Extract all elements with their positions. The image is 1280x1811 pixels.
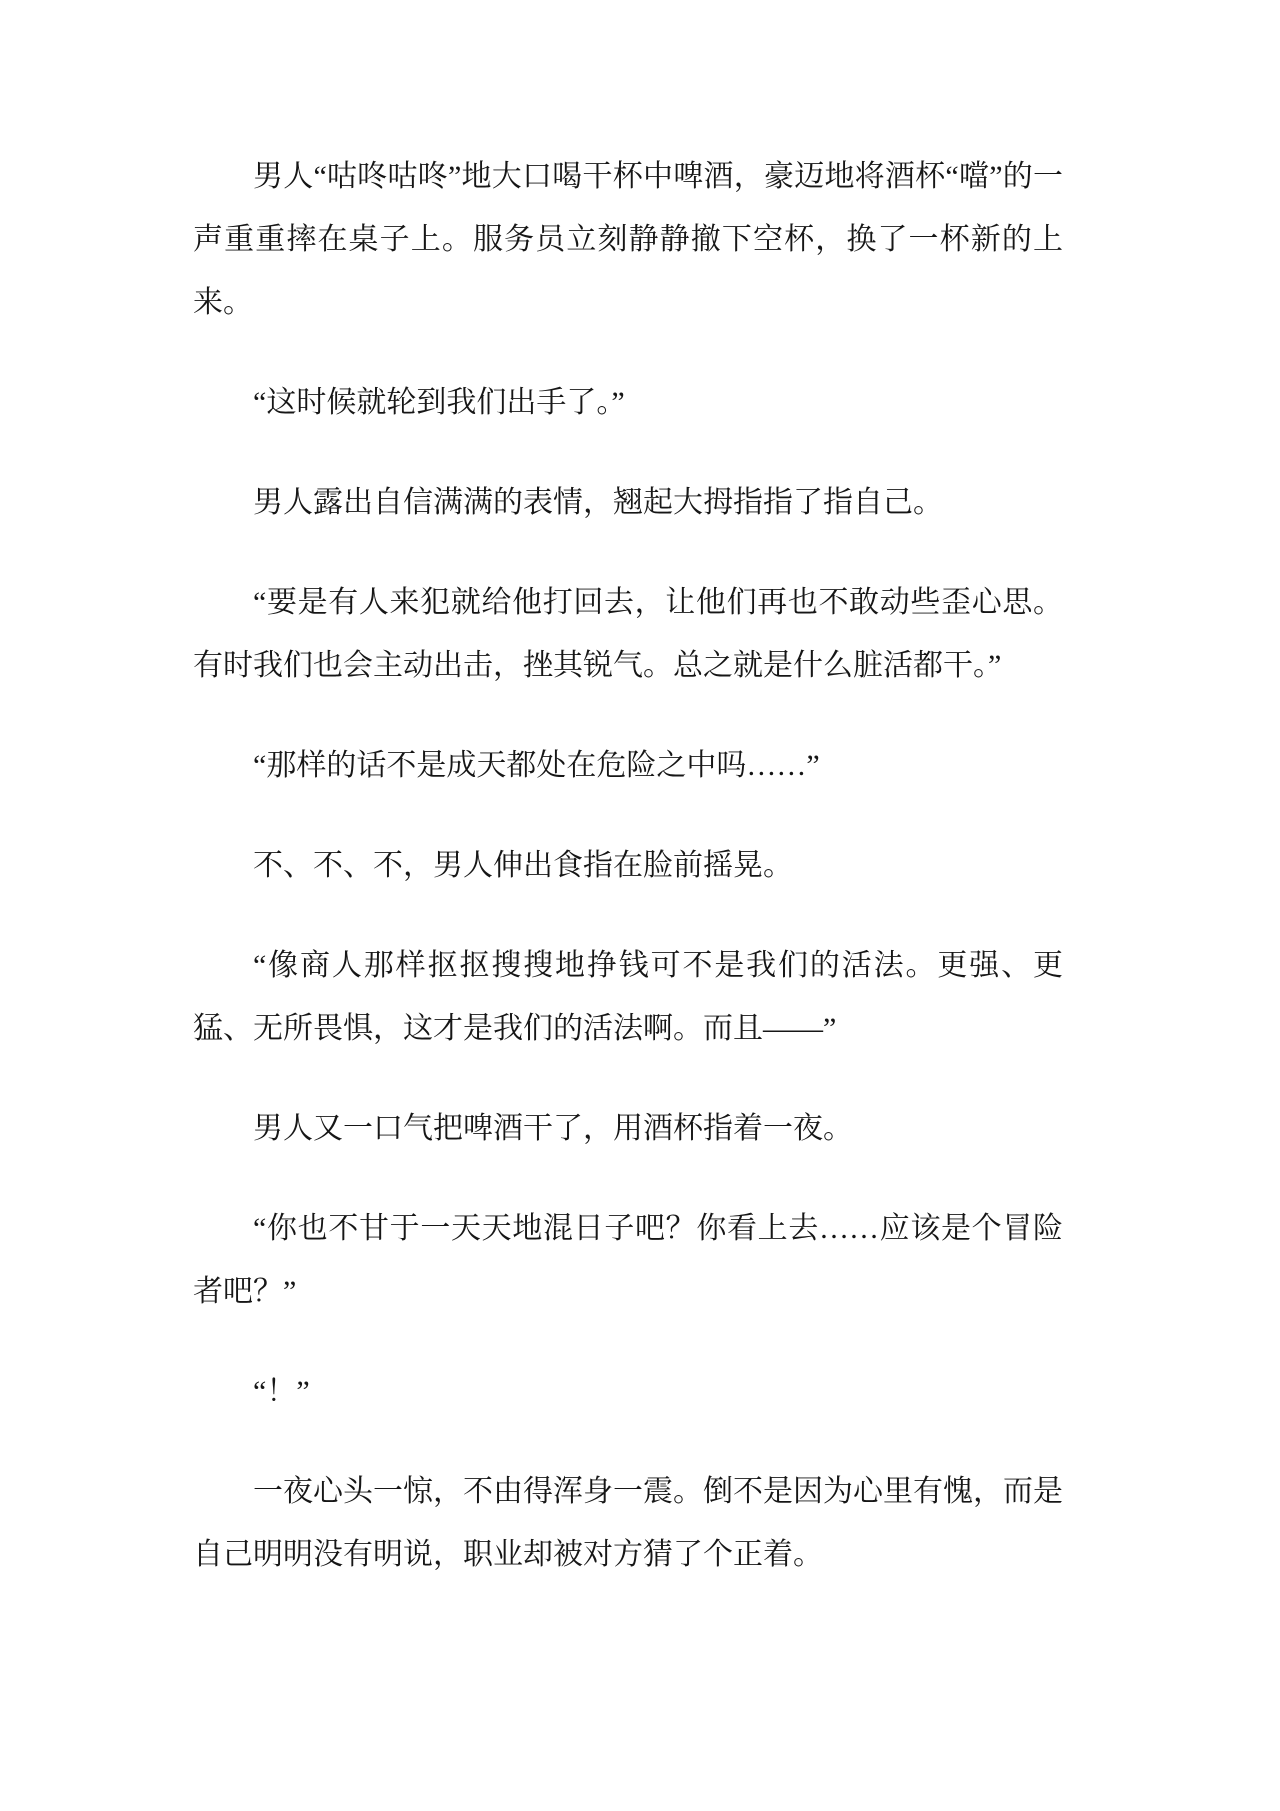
paragraph: “要是有人来犯就给他打回去，让他们再也不敢动些歪心思。有时我们也会主动出击，挫其锐气。总之就是什么脏活都干。” bbox=[193, 586, 1063, 682]
paragraph: 一夜心头一惊，不由得浑身一震。倒不是因为心里有愧，而是自己明明没有明说，职业却被对方猜了个正着。 bbox=[193, 1475, 1063, 1571]
paragraph: “那样的话不是成天都处在危险之中吗……” bbox=[253, 749, 820, 782]
paragraph: 不、不、不，男人伸出食指在脸前摇晃。 bbox=[253, 849, 793, 882]
paragraph: 男人“咕咚咕咚”地大口喝干杯中啤酒，豪迈地将酒杯“噹”的一声重重摔在桌子上。服务员立刻静静撤下空杯，换了一杯新的上来。 bbox=[193, 160, 1063, 319]
paragraph: “像商人那样抠抠搜搜地挣钱可不是我们的活法。更强、更猛、无所畏惧，这才是我们的活法啊。而且——” bbox=[193, 949, 1063, 1045]
paragraph: “这时候就轮到我们出手了。” bbox=[253, 386, 625, 419]
paragraph: “你也不甘于一天天地混日子吧？你看上去……应该是个冒险者吧？” bbox=[193, 1212, 1063, 1308]
paragraph: 男人露出自信满满的表情，翘起大拇指指了指自己。 bbox=[253, 486, 943, 519]
paragraph: 男人又一口气把啤酒干了，用酒杯指着一夜。 bbox=[253, 1112, 853, 1145]
paragraph: “！” bbox=[253, 1375, 310, 1408]
document-text-block bbox=[193, 145, 1063, 1586]
